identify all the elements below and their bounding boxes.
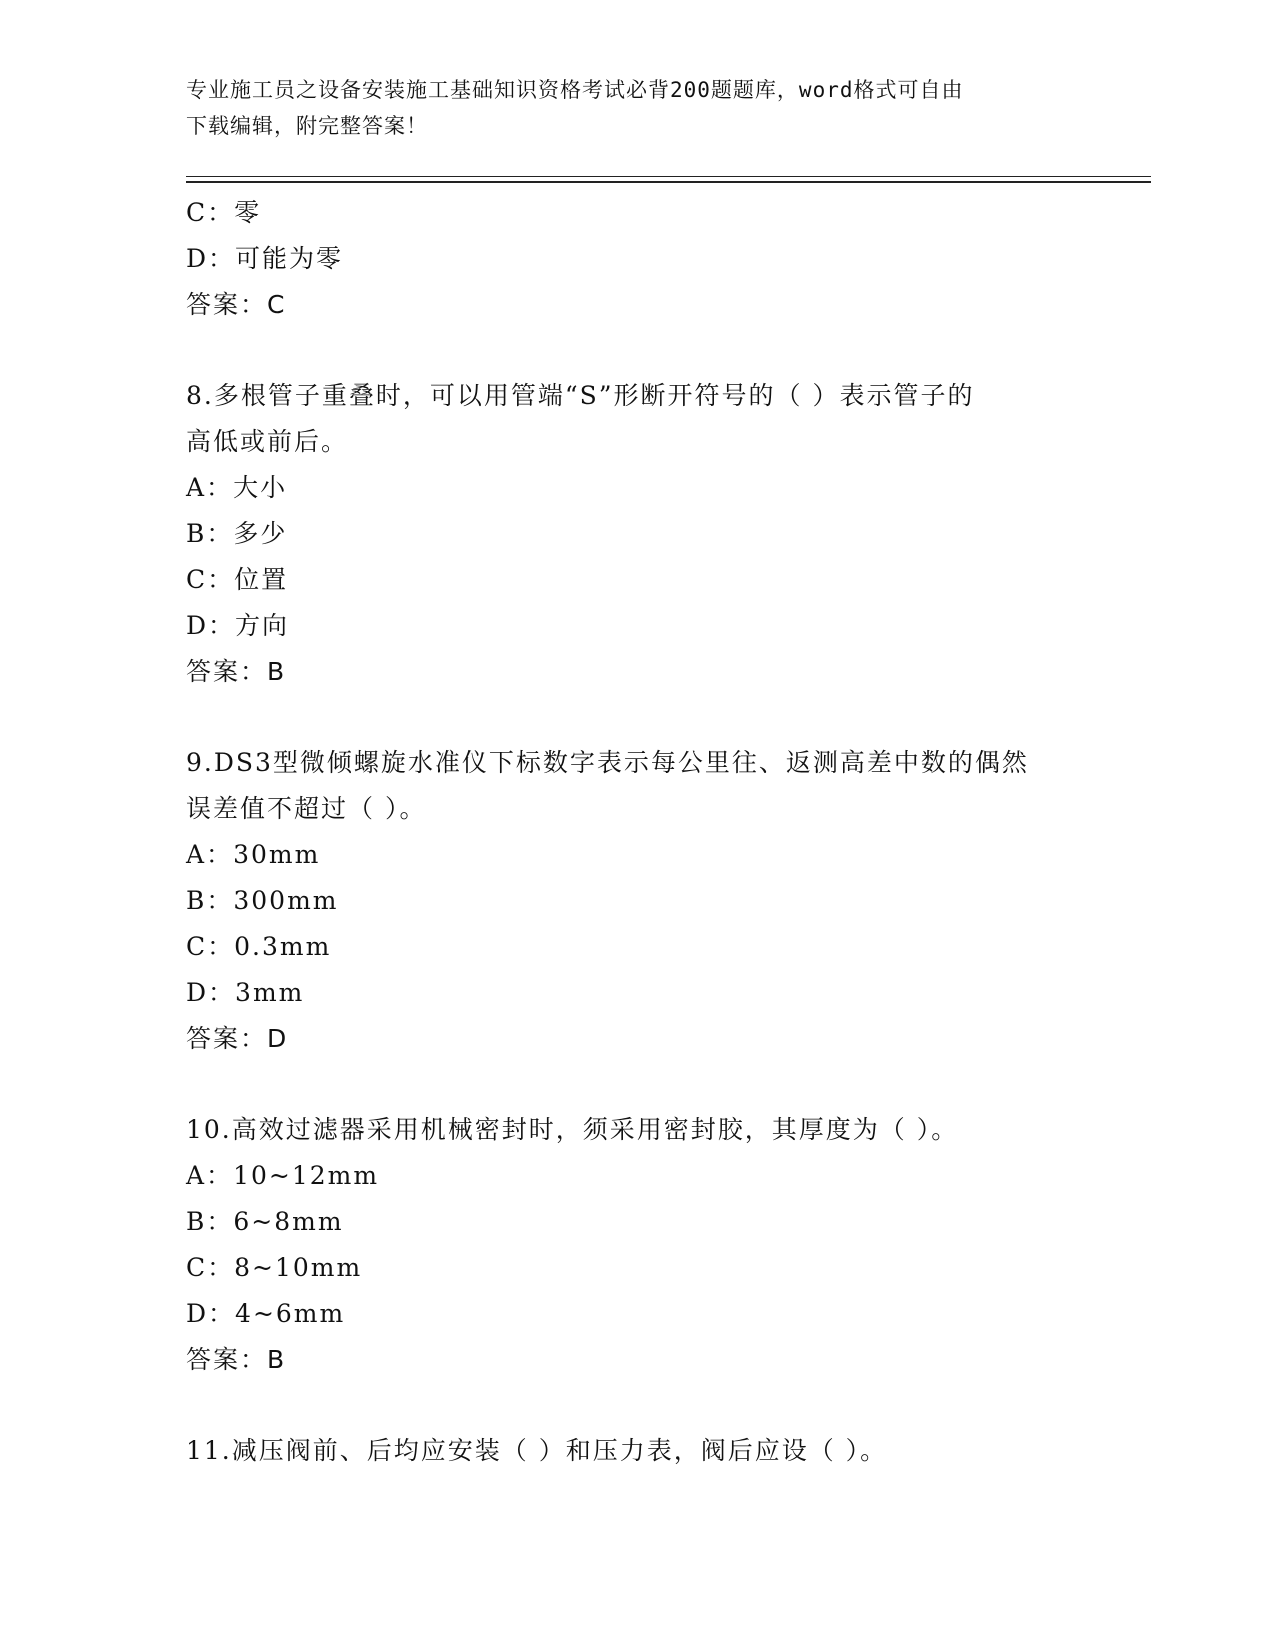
option-d: D：可能为零 <box>186 244 344 273</box>
option-b: B：300mm <box>186 886 339 915</box>
option-d: D：4~6mm <box>186 1299 346 1328</box>
question-stem-line-2: 高低或前后。 <box>186 427 349 456</box>
header-line-1: 专业施工员之设备安装施工基础知识资格考试必背200题题库，word格式可自由 <box>186 78 964 102</box>
option-d: D：3mm <box>186 978 305 1007</box>
question-list <box>186 190 1086 1474</box>
option-c: C：8~10mm <box>186 1253 363 1282</box>
header-divider-thick <box>186 181 1151 183</box>
option-b: B：6~8mm <box>186 1207 344 1236</box>
option-a: A：大小 <box>186 473 288 502</box>
question-7-tail <box>186 190 1086 328</box>
option-b: B：多少 <box>186 519 288 548</box>
answer-line: 答案：B <box>186 1345 287 1374</box>
option-a: A：10~12mm <box>186 1161 380 1190</box>
option-a: A：30mm <box>186 840 321 869</box>
question-stem-line-1: 10.高效过滤器采用机械密封时，须采用密封胶，其厚度为（ ）。 <box>186 1115 959 1144</box>
question-stem-line-1: 8.多根管子重叠时，可以用管端“S”形断开符号的（ ）表示管子的 <box>186 381 975 410</box>
option-d: D：方向 <box>186 611 290 640</box>
header-line-2: 下载编辑，附完整答案！ <box>186 114 428 138</box>
question-10 <box>186 1107 1086 1383</box>
answer-line: 答案：B <box>186 657 287 686</box>
question-11 <box>186 1428 1086 1474</box>
question-stem-line-1: 11.减压阀前、后均应安装（ ）和压力表，阀后应设（ ）。 <box>186 1436 888 1465</box>
answer-line: 答案：D <box>186 1024 289 1053</box>
option-c: C：0.3mm <box>186 932 332 961</box>
answer-line: 答案：C <box>186 290 287 319</box>
question-stem-line-1: 9.DS3型微倾螺旋水准仪下标数字表示每公里往、返测高差中数的偶然 <box>186 748 1029 777</box>
option-c: C：位置 <box>186 565 289 594</box>
header-divider-thin <box>186 176 1151 177</box>
question-8 <box>186 373 1086 695</box>
question-9 <box>186 740 1086 1062</box>
question-stem-line-2: 误差值不超过（ ）。 <box>186 794 427 823</box>
document-header <box>186 72 1086 144</box>
option-c: C：零 <box>186 198 262 227</box>
